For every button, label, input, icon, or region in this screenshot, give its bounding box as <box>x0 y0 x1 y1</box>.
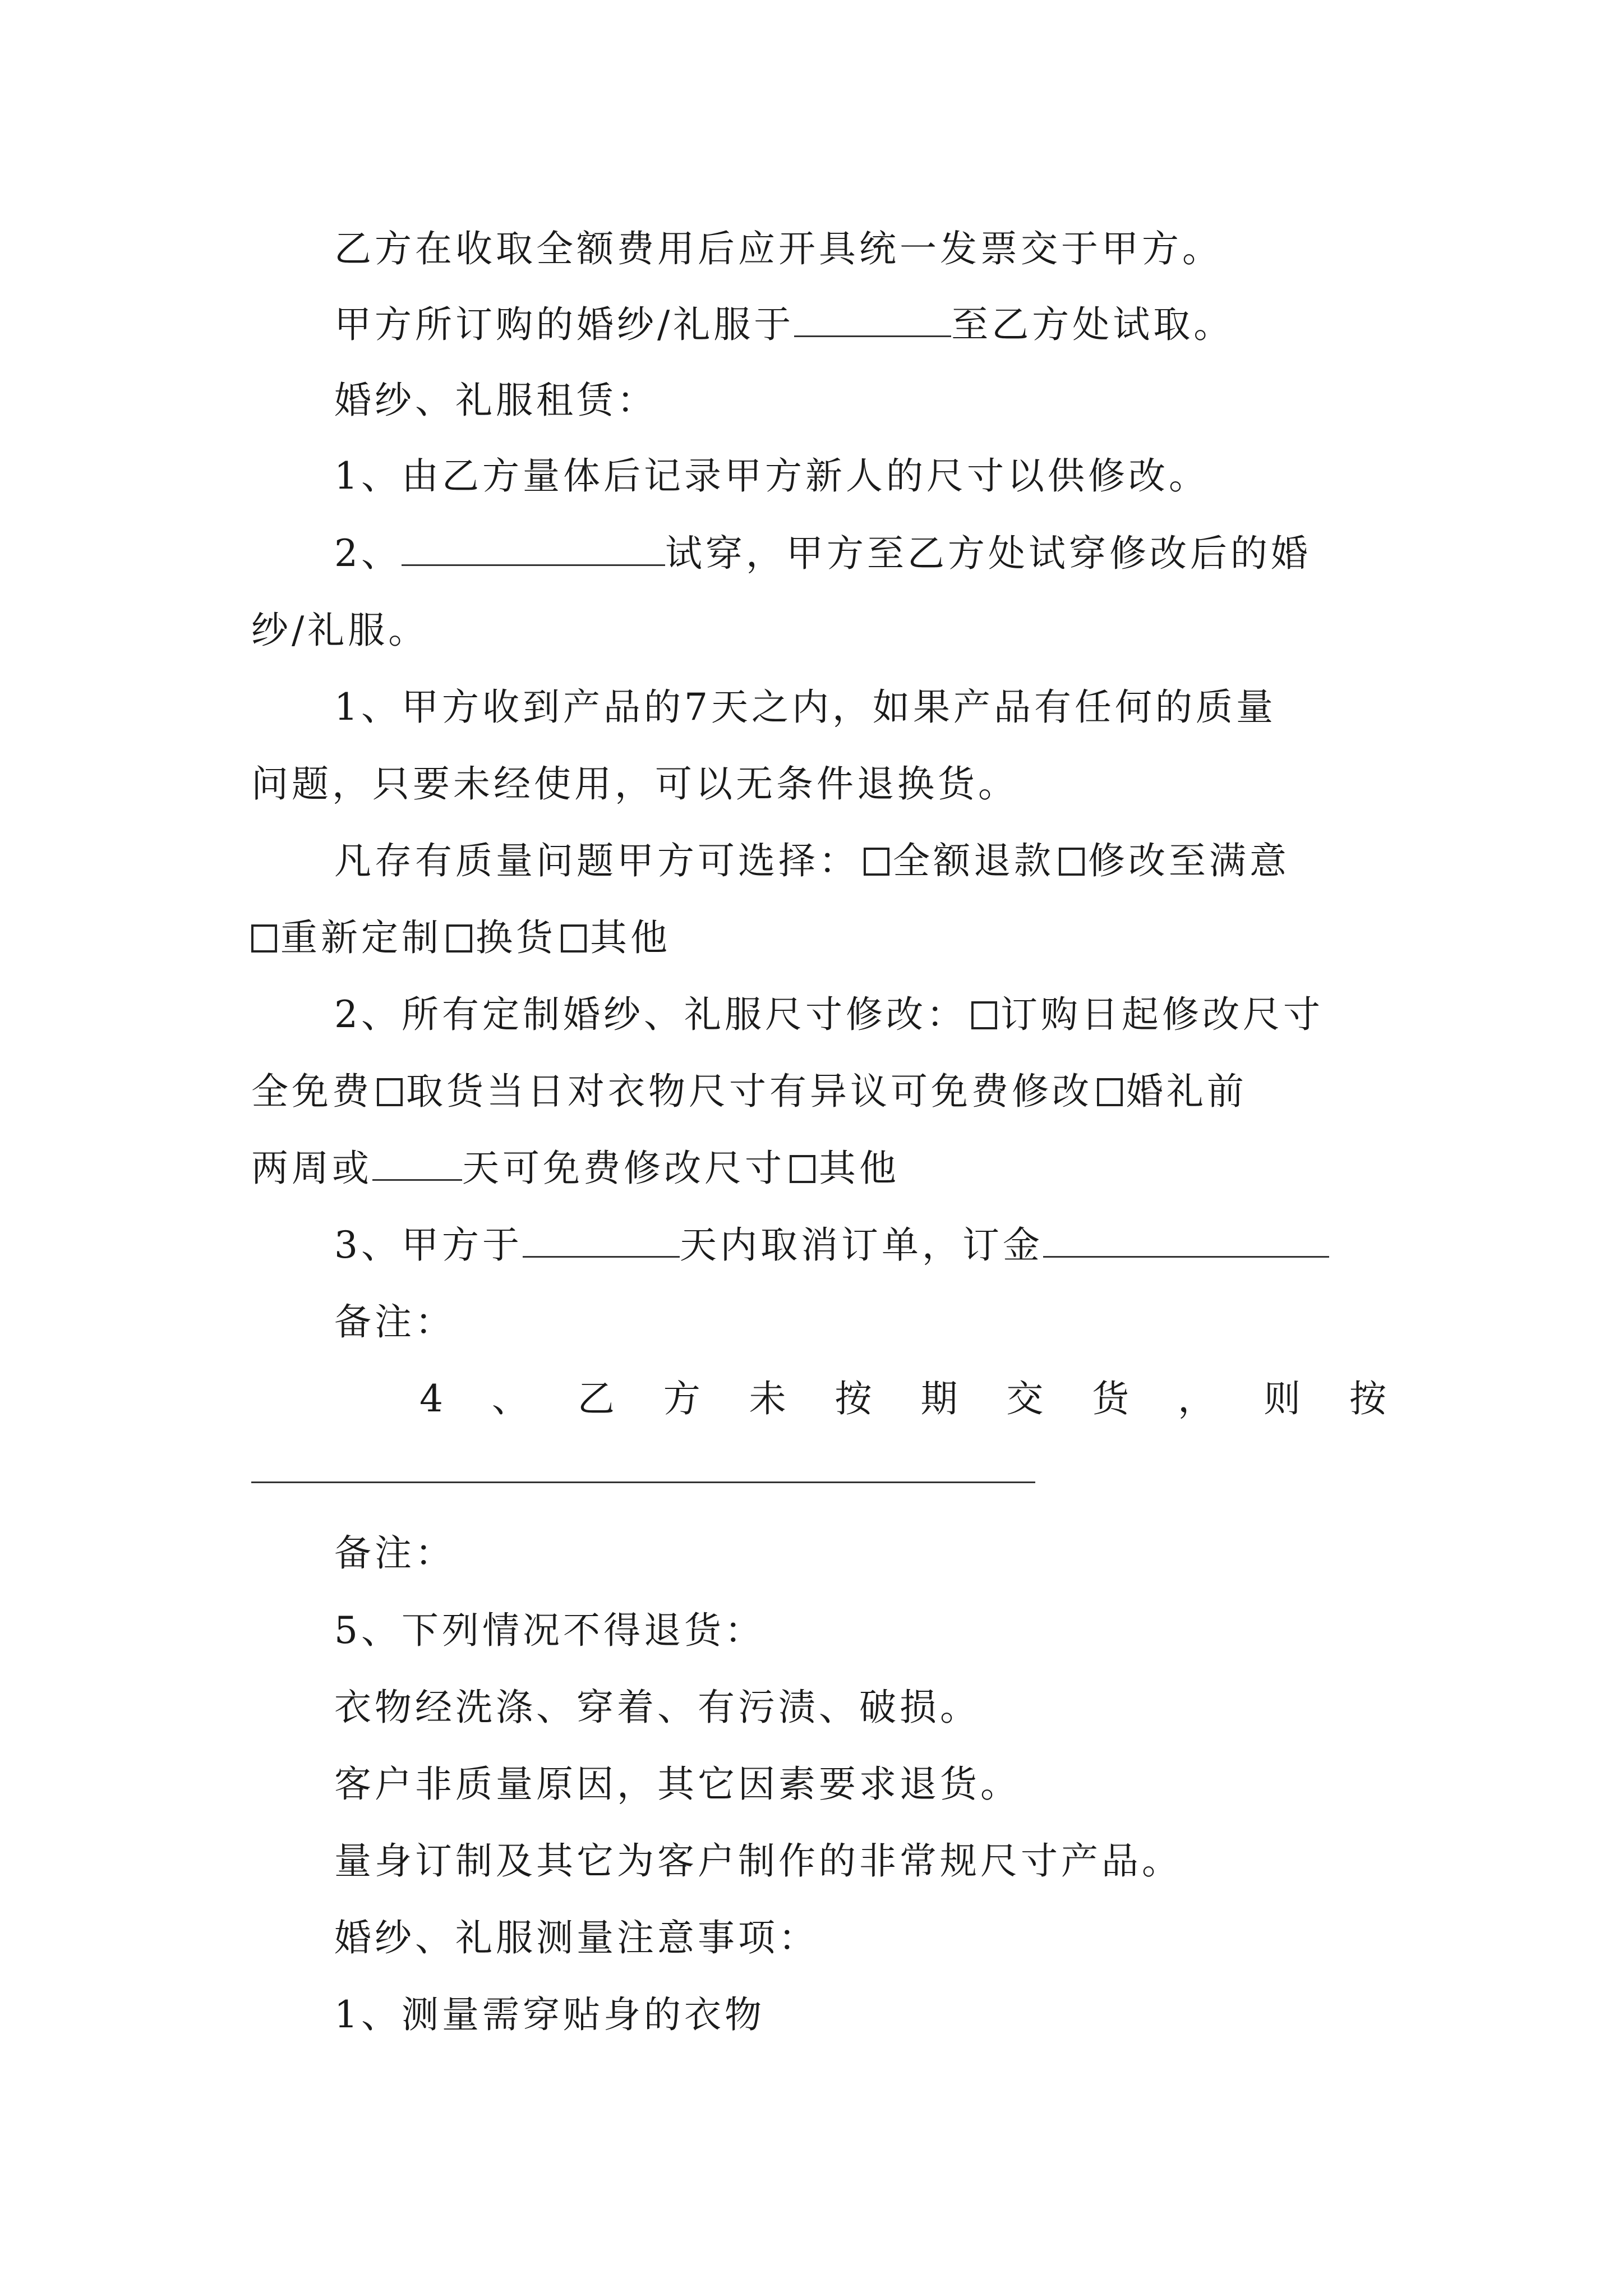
checkbox-modify[interactable] <box>1059 848 1085 876</box>
checkbox-other-1[interactable] <box>561 924 587 953</box>
paragraph-size-modify-cont2: 两周或 天可免费修改尺寸 其他 <box>251 1147 900 1190</box>
note-1: 备注： <box>334 1300 455 1343</box>
paragraph-trial-cont: 纱/礼服。 <box>251 609 429 652</box>
blank-fill-late-delivery[interactable] <box>251 1481 1035 1483</box>
heading-measure-notes: 婚纱、礼服测量注意事项： <box>334 1916 819 1959</box>
checkbox-remake[interactable] <box>251 924 277 953</box>
paragraph-size-modify-cont: 全免费 取货当日对衣物尺寸有异议可免费修改 婚礼前 <box>251 1070 1247 1113</box>
note-2: 备注： <box>334 1531 455 1575</box>
checkbox-before-wedding[interactable] <box>1097 1078 1123 1106</box>
checkbox-other-2[interactable] <box>790 1155 815 1183</box>
paragraph-size-modify: 2、所有定制婚纱、礼服尺寸修改： 订购日起修改尺寸 <box>334 993 1324 1036</box>
checkbox-free-from-order[interactable] <box>971 1001 997 1029</box>
paragraph-late-delivery: 4 、 乙 方 未 按 期 交 货 ， 则 按 <box>419 1377 1390 1420</box>
paragraph-fitting-date: 甲方所订购的婚纱/礼服于 至乙方处试取。 <box>334 303 1234 346</box>
paragraph-return-policy-cont: 问题，只要未经使用，可以无条件退换货。 <box>251 762 1018 806</box>
blank-fill-deposit[interactable] <box>1043 1226 1329 1258</box>
measure-note-1: 1、测量需穿贴身的衣物 <box>334 1993 765 2036</box>
blank-fill-cancel-days[interactable] <box>523 1226 680 1258</box>
heading-rental: 婚纱、礼服租赁： <box>334 379 657 422</box>
no-return-item-3: 量身订制及其它为客户制作的非常规尺寸产品。 <box>334 1839 1182 1883</box>
blank-fill-date[interactable] <box>794 305 951 337</box>
no-return-item-1: 衣物经洗涤、穿着、有污渍、破损。 <box>334 1686 980 1729</box>
paragraph-trial: 2、 试穿，甲方至乙方处试穿修改后的婚 <box>334 532 1311 575</box>
paragraph-cancel: 3、甲方于 天内取消订单，订金 <box>334 1207 1473 1283</box>
checkbox-exchange[interactable] <box>446 924 472 953</box>
heading-no-return: 5、下列情况不得退货： <box>334 1609 765 1652</box>
blank-fill-days[interactable] <box>372 1149 462 1181</box>
blank-fill-trial[interactable] <box>402 534 665 566</box>
checkbox-full-refund[interactable] <box>864 848 889 876</box>
paragraph-quality-options: 凡存有质量问题甲方可选择： 全额退款 修改至满意 <box>334 839 1290 882</box>
paragraph-invoice: 乙方在收取全额费用后应开具统一发票交于甲方。 <box>334 227 1223 270</box>
no-return-item-2: 客户非质量原因，其它因素要求退货。 <box>334 1763 1021 1806</box>
paragraph-measure: 1、由乙方量体后记录甲方新人的尺寸以供修改。 <box>334 454 1209 498</box>
paragraph-quality-options-cont: 重新定制 换货 其他 <box>251 899 1390 976</box>
paragraph-return-policy: 1、甲方收到产品的7天之内，如果产品有任何的质量 <box>334 685 1276 729</box>
checkbox-pickup-day[interactable] <box>377 1078 403 1106</box>
